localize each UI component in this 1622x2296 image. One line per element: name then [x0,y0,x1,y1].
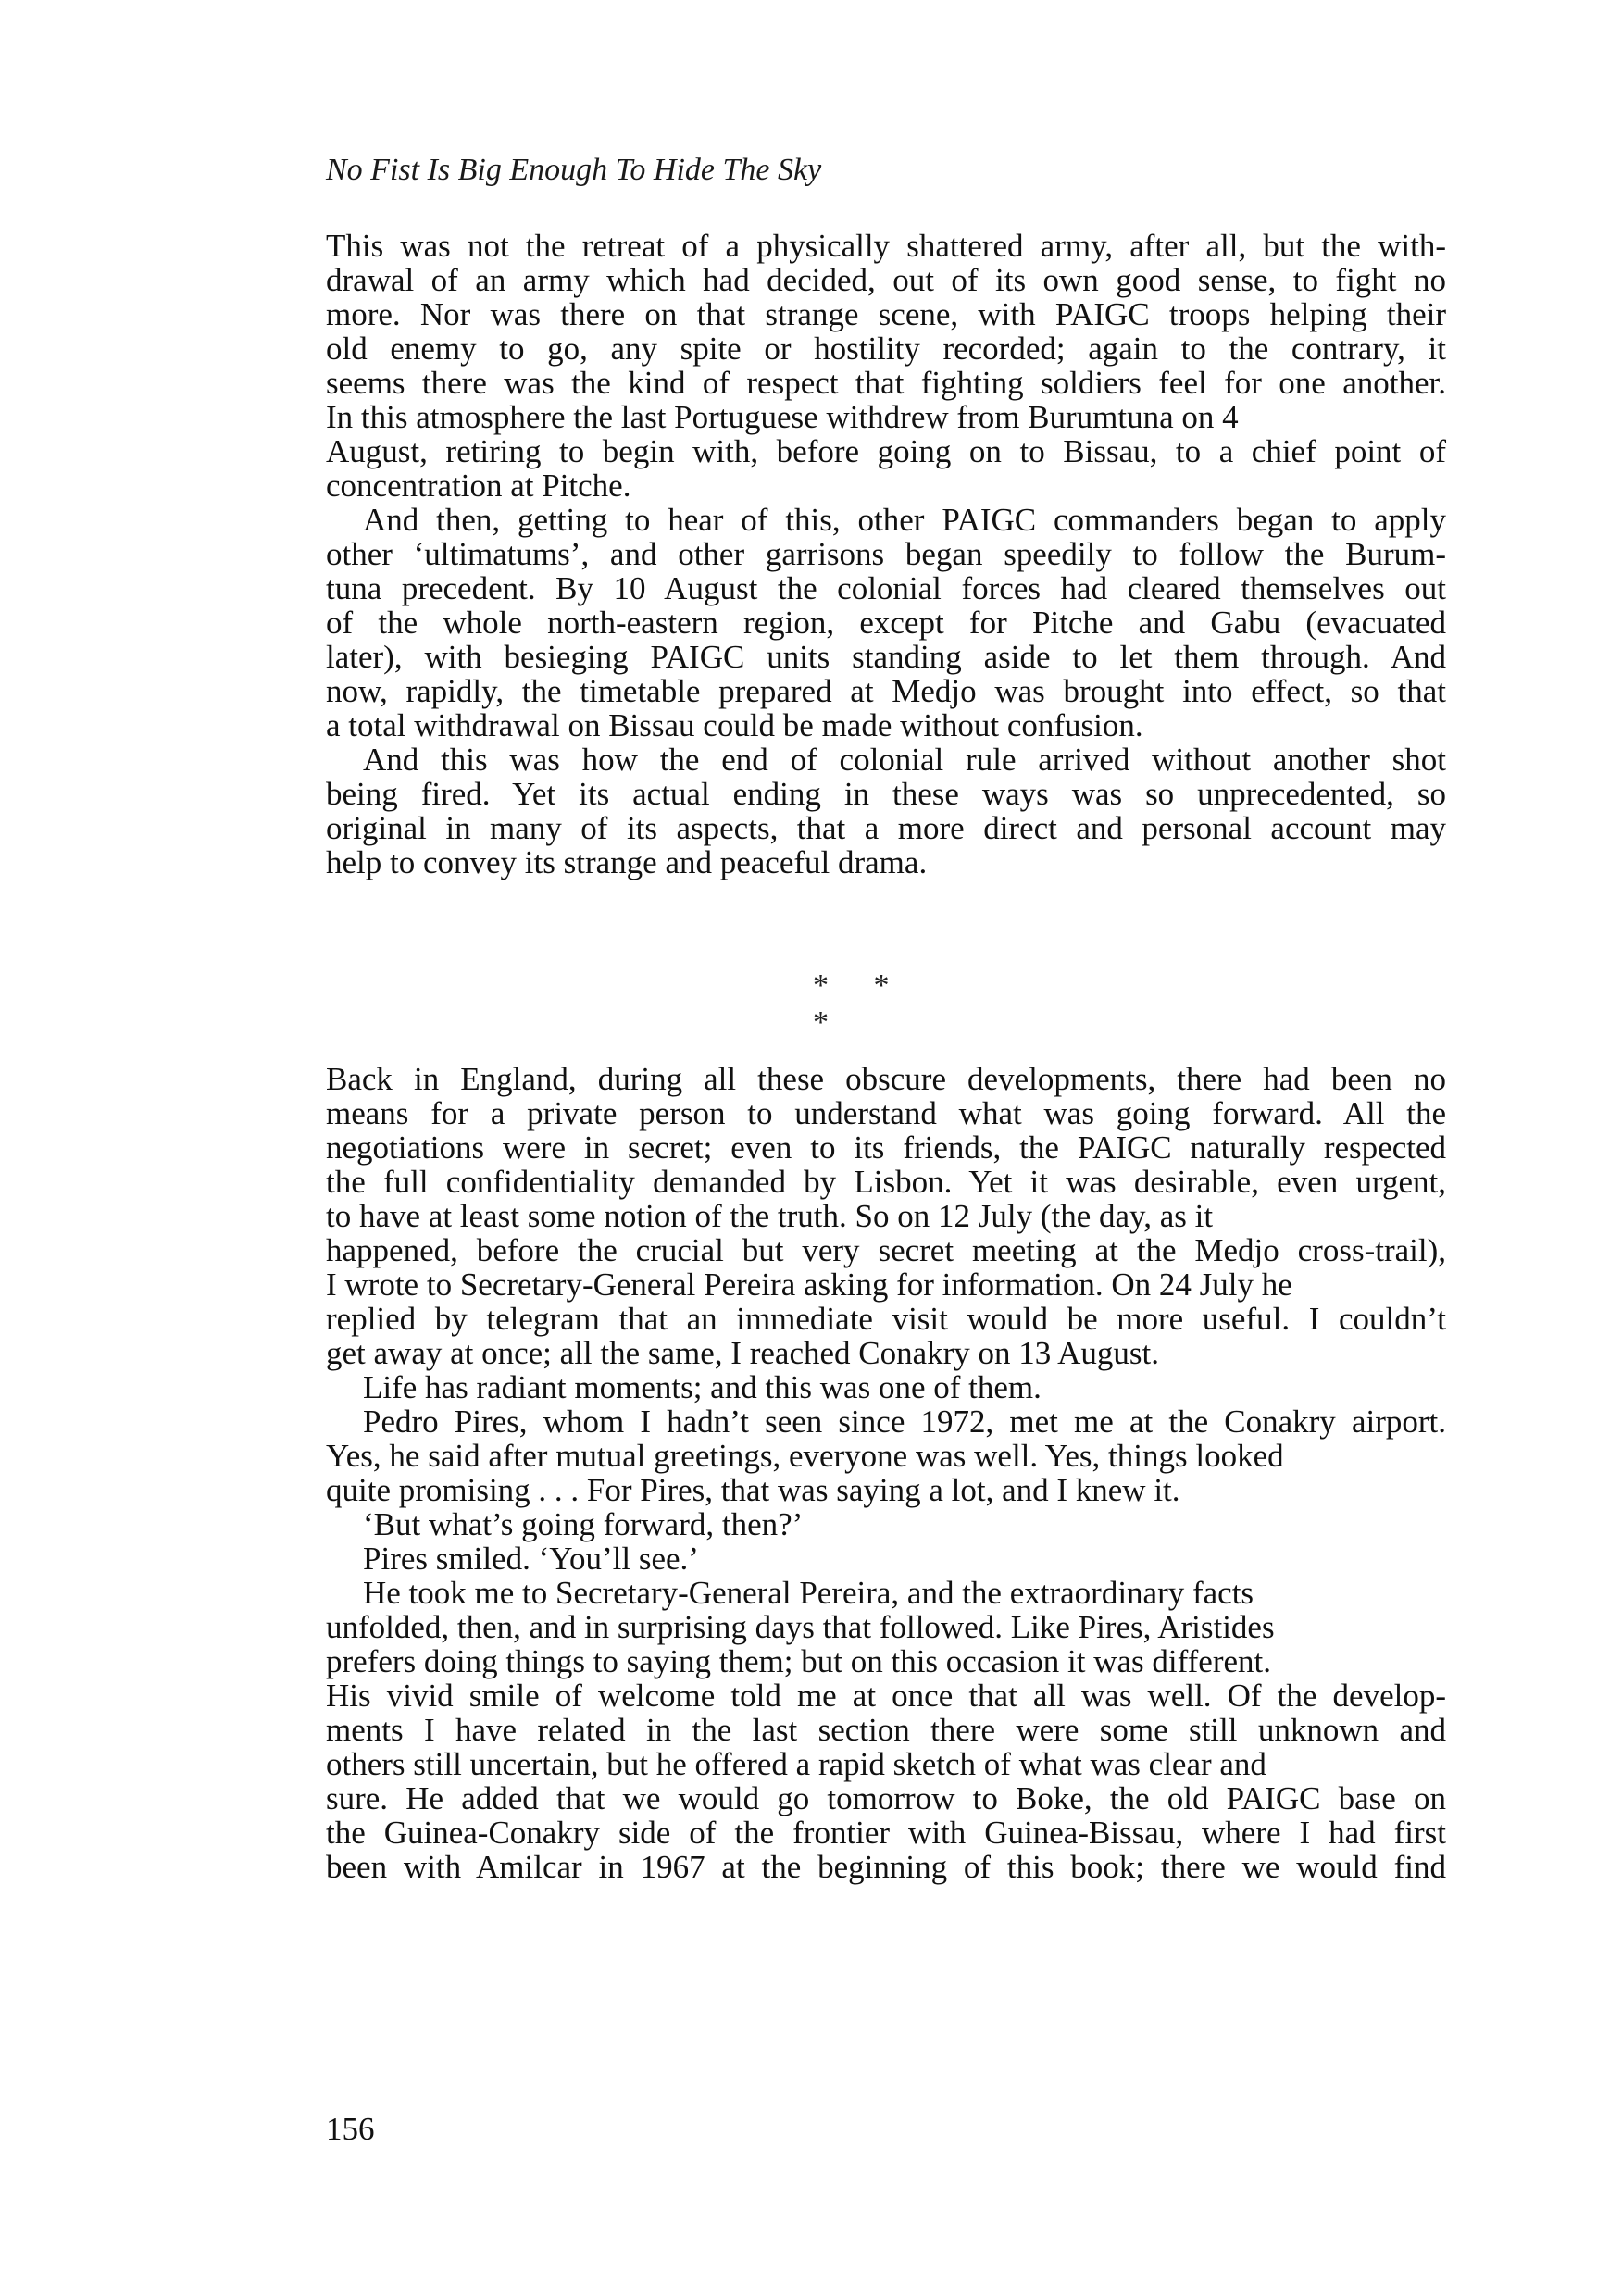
text-line: Yes, he said after mutual greetings, everyone was well. Yes, things looked [326,1438,1284,1474]
text-line: drawal of an army which had decided, out of its own good sense, to fight no [326,262,1446,298]
text-line: other ‘ultimatums’, and other garrisons began speedily to follow the Burum- [326,536,1446,572]
text-line: Life has radiant moments; and this was one of them. [363,1369,1042,1405]
text-line: concentration at Pitche. [326,468,631,504]
text-line: prefers doing things to saying them; but on this occasion it was different. [326,1643,1271,1679]
text-line: quite promising . . . For Pires, that was saying a lot, and I knew it. [326,1472,1180,1508]
text-line: August, retiring to begin with, before going on to Bissau, to a chief point of [326,433,1446,469]
text-line: Pedro Pires, whom I hadn’t seen since 1972, met me at the Conakry airport. [363,1404,1446,1440]
text-line: He took me to Secretary-General Pereira, and the extraordinary facts [363,1575,1254,1611]
text-line: happened, before the crucial but very secret meeting at the Medjo cross-trail), [326,1232,1446,1268]
text-line: the full confidentiality demanded by Lisbon. Yet it was desirable, even urgent, [326,1164,1446,1200]
text-line: And this was how the end of colonial rule arrived without another shot [363,742,1446,778]
text-line: more. Nor was there on that strange scene, with PAIGC troops helping their [326,296,1446,332]
text-line: the Guinea-Conakry side of the frontier with Guinea-Bissau, where I had first [326,1815,1446,1851]
text-line: later), with besieging PAIGC units standing aside to let them through. And [326,639,1446,675]
text-line: get away at once; all the same, I reached Conakry on 13 August. [326,1335,1159,1371]
text-line: been with Amilcar in 1967 at the beginning of this book; there we would find [326,1849,1446,1885]
text-line: original in many of its aspects, that a more direct and personal account may [326,810,1446,846]
text-line: a total withdrawal on Bissau could be made without confusion. [326,707,1143,743]
text-line: old enemy to go, any spite or hostility recorded; again to the contrary, it [326,331,1446,367]
text-line: now, rapidly, the timetable prepared at Medjo was brought into effect, so that [326,673,1446,709]
page-number: 156 [326,2111,375,2147]
text-line: ments I have related in the last section there were some still unknown and [326,1712,1446,1748]
section-break-asterisks: * * * [813,968,908,1040]
text-line: Pires smiled. ‘You’ll see.’ [363,1541,699,1577]
text-line: And then, getting to hear of this, other PAIGC commanders began to apply [363,502,1446,538]
text-line: Back in England, during all these obscure developments, there had been no [326,1061,1446,1097]
text-line: ‘But what’s going forward, then?’ [363,1506,804,1542]
text-line: negotiations were in secret; even to its friends, the PAIGC naturally respected [326,1129,1446,1166]
text-line: In this atmosphere the last Portuguese withdrew from Burumtuna on 4 [326,399,1239,435]
text-line: others still uncertain, but he offered a rapid sketch of what was clear and [326,1746,1266,1782]
text-line: tuna precedent. By 10 August the colonial forces had cleared themselves out [326,570,1446,606]
text-line: His vivid smile of welcome told me at once that all was well. Of the develop- [326,1678,1446,1714]
text-line: I wrote to Secretary-General Pereira asking for information. On 24 July he [326,1267,1292,1303]
text-line: unfolded, then, and in surprising days that followed. Like Pires, Aristides [326,1609,1275,1645]
text-line: replied by telegram that an immediate visit would be more useful. I couldn’t [326,1301,1446,1337]
text-line: help to convey its strange and peaceful drama. [326,844,928,880]
text-line: This was not the retreat of a physically shattered army, after all, but the with- [326,228,1446,264]
text-line: to have at least some notion of the truth. So on 12 July (the day, as it [326,1198,1214,1234]
text-line: being fired. Yet its actual ending in these ways was so unprecedented, so [326,776,1446,812]
text-line: of the whole north-eastern region, except for Pitche and Gabu (evacuated [326,605,1446,641]
text-line: sure. He added that we would go tomorrow to Boke, the old PAIGC base on [326,1780,1446,1816]
running-head-title: No Fist Is Big Enough To Hide The Sky [326,153,822,187]
text-line: seems there was the kind of respect that fighting soldiers feel for one another. [326,365,1446,401]
text-line: means for a private person to understand what was going forward. All the [326,1095,1446,1131]
